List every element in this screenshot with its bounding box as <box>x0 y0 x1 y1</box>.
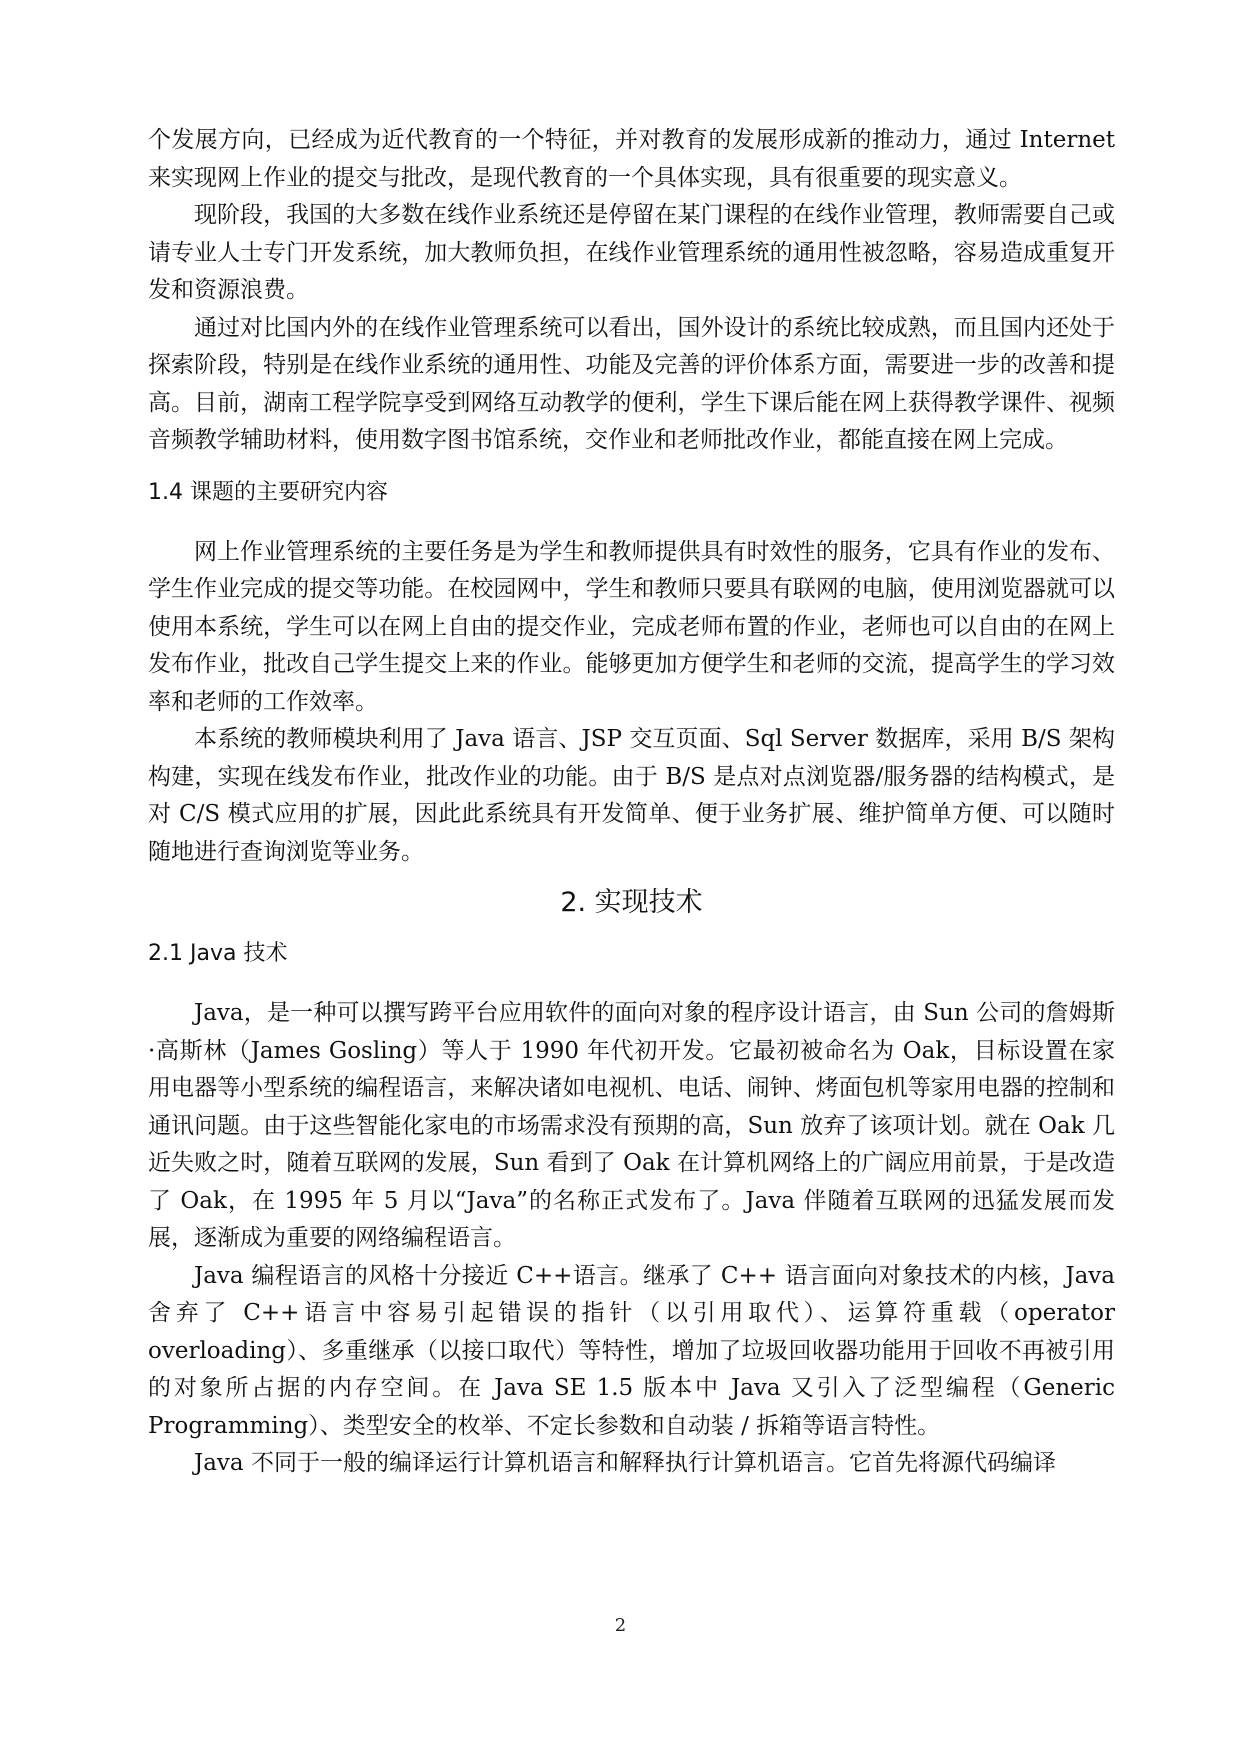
paragraph-main-task: 网上作业管理系统的主要任务是为学生和教师提供具有时效性的服务，它具有作业的发布、学生作业完成的提交等功能。在校园网中，学生和教师只要具有联网的电脑，使用浏览器就可以使用本系统，学生可以在网上自由的提交作业，完成老师布置的作业，老师也可以自由的在网上发布作业，批改自己学生提交上来的作业。能够更加方便学生和老师的交流，提高学生的学习效率和老师的工作效率。 <box>148 538 1115 715</box>
spacer <box>148 969 1115 995</box>
paragraph-java-style: Java 编程语言的风格十分接近 C++语言。继承了 C++ 语言面向对象技术的内核，Java 舍弃了 C++语言中容易引起错误的指针（以引用取代）、运算符重载（operator overloading）、多重继承（以接口取代）等特性，增加了垃圾回收器功能用于回收不再被引用的对象所占据的内存空间。在 Java SE 1.5 版本中 Java 又引入了泛型编程（Generic Programming）、类型安全的枚举、不定长参数和自动装 / 拆箱等语言特性。 <box>148 1262 1115 1439</box>
paragraph-java-compile: Java 不同于一般的编译运行计算机语言和解释执行计算机语言。它首先将源代码编译 <box>194 1450 1056 1476</box>
spacer <box>148 508 1115 534</box>
section-heading-1-4: 1.4 课题的主要研究内容 <box>148 479 388 505</box>
page-content <box>148 122 1115 1483</box>
spacer <box>148 460 1115 478</box>
paragraph-java-history: Java，是一种可以撰写跨平台应用软件的面向对象的程序设计语言，由 Sun 公司的詹姆斯·高斯林（James Gosling）等人于 1990 年代初开发。它最初被命名为 Oak，目标设置在家用电器等小型系统的编程语言，来解决诸如电视机、电话、闹钟、烤面包机等家用电器的控制和通讯问题。由于这些智能化家电的市场需求没有预期的高，Sun 放弃了该项计划。就在 Oak 几近失败之时，随着互联网的发展，Sun 看到了 Oak 在计算机网络上的广阔应用前景，于是改造了 Oak，在 1995 年 5 月以“Java”的名称正式发布了。Java 伴随着互联网的迅猛发展而发展，逐渐成为重要的网络编程语言。 <box>148 1000 1115 1251</box>
paragraph-intro-continued: 个发展方向，已经成为近代教育的一个特征，并对教育的发展形成新的推动力，通过 Internet 来实现网上作业的提交与批改，是现代教育的一个具体实现，具有很重要的现实意义。 <box>148 127 1115 191</box>
section-heading-2-1: 2.1 Java 技术 <box>148 941 288 966</box>
paragraph-comparison: 通过对比国内外的在线作业管理系统可以看出，国外设计的系统比较成熟，而且国内还处于探索阶段，特别是在线作业系统的通用性、功能及完善的评价体系方面，需要进一步的改善和提高。目前，湖南工程学院享受到网络互动教学的便利，学生下课后能在网上获得教学课件、视频音频教学辅助材料，使用数字图书馆系统，交作业和老师批改作业，都能直接在网上完成。 <box>148 314 1115 453</box>
page-number: 2 <box>614 1615 627 1636</box>
paragraph-current-status: 现阶段，我国的大多数在线作业系统还是停留在某门课程的在线作业管理，教师需要自己或请专业人士专门开发系统，加大教师负担，在线作业管理系统的通用性被忽略，容易造成重复开发和资源浪费。 <box>148 202 1115 303</box>
spacer <box>148 871 1115 885</box>
chapter-heading-2: 2. 实现技术 <box>560 887 703 918</box>
spacer <box>148 921 1115 939</box>
paragraph-teacher-module: 本系统的教师模块利用了 Java 语言、JSP 交互页面、Sql Server 数据库，采用 B/S 架构构建，实现在线发布作业，批改作业的功能。由于 B/S 是点对点浏览器/服务器的结构模式，是对 C/S 模式应用的扩展，因此此系统具有开发简单、便于业务扩展、维护简单方便、可以随时随地进行查询浏览等业务。 <box>148 726 1115 865</box>
